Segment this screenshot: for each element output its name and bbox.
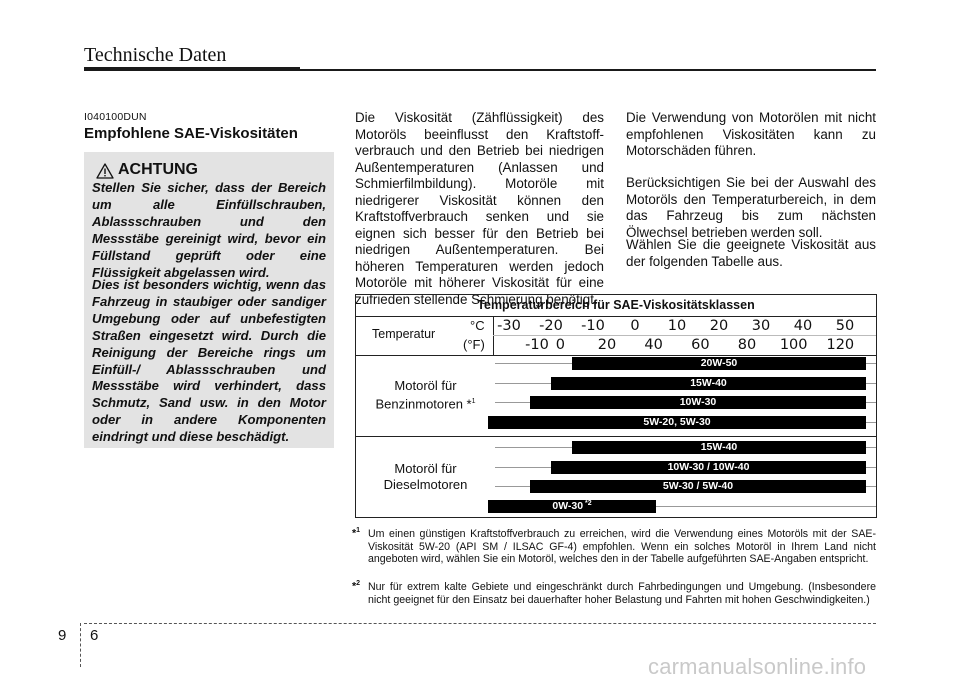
footnote-2: Nur für extrem kalte Gebiete und eingeschränkt durch Fahrbedingungen und Umgebung. (Insbesondere nicht geeignet für den Einsatz bei dauerhafter hoher Belastung und Fahrten mit hohen Geschwindigkeiten.)	[368, 581, 876, 606]
table-reference-note: Wählen Sie die geeignete Viskosität aus der folgenden Tabelle aus.	[626, 237, 876, 269]
table-scale-rule	[356, 355, 876, 356]
bottom-rule	[84, 623, 876, 624]
temperature-label: Temperatur	[372, 327, 436, 341]
celsius-tick: 50	[835, 318, 855, 334]
celsius-tick: 30	[751, 318, 771, 334]
fahrenheit-tick: 0	[555, 337, 565, 353]
warning-paragraph-1: Stellen Sie sicher, dass der Bereich um alle Einfüllschrauben, Ablassschrauben und den Messstäbe gereinigt wird, bevor ein Füllstand geprüft oder eine Flüssigkeit abgelassen wird.	[92, 180, 326, 280]
celsius-tick: -20	[539, 318, 563, 334]
warning-triangle-icon	[96, 163, 114, 179]
diesel-oil-bar-label: 5W-30 / 5W-40	[662, 480, 734, 492]
celsius-tick: 20	[709, 318, 729, 334]
petrol-oil-bar	[530, 396, 866, 409]
table-scale-divider	[493, 316, 494, 356]
header-rule	[84, 67, 300, 71]
viscosity-explanation: Die Viskosität (Zähflüssigkeit) des Motoröls beeinflusst den Kraftstoff-verbrauch und den Betrieb bei niedrigen Außentemperaturen (Anlassen und Schmierfilmbildung). Motoröle mit niedrigerer Viskosität können den Kraftstoffverbrauch senken und sie eignen sich besser für den Betrieb bei niedrigen Außentemperaturen. Bei höheren Temperaturen werden jedoch Motoröle mit höherer Viskosität für eine zufrieden stellende Schmierung benötigt.	[355, 110, 604, 307]
diesel-label-line2: Dieselmotoren	[383, 477, 468, 492]
fahrenheit-tick: 120	[826, 337, 855, 353]
warning-paragraph-2: Dies ist besonders wichtig, wenn das Fahrzeug in staubiger oder sandiger Umgebung oder auf unbefestigten Straßen eingesetzt wird. Durch die Reinigung der Bereiche rings um Einfüll-/ Ablassschrauben und Messstäbe wird verhindert, dass Schmutz, Sand usw. in den Motor oder in andere Komponenten eindringt und diese beschädigt.	[92, 277, 326, 445]
petrol-oil-bar-label: 15W-40	[690, 376, 727, 389]
diesel-oil-bar	[530, 480, 866, 493]
petrol-oil-bar-label: 20W-50	[700, 357, 738, 369]
diesel-oil-bar-label: 15W-40	[700, 441, 738, 453]
diesel-oil-bar	[572, 441, 866, 454]
diesel-oil-bar	[551, 461, 866, 474]
petrol-oil-bar	[488, 416, 866, 429]
petrol-engine-label	[357, 378, 494, 412]
petrol-label-line2: Benzinmotoren *	[375, 396, 472, 412]
table-header: Temperaturbereich für SAE-Viskositätsklassen	[477, 298, 755, 312]
table-header-rule	[356, 316, 876, 317]
celsius-tick: 0	[630, 318, 640, 334]
footnote-1: Um einen günstigen Kraftstoffverbrauch zu erreichen, wird die Verwendung eines Motoröls mit der SAE-Viskosität 5W-20 (API SM / ILSAC GF-4) empfohlen. Wenn ein solches Motoröl in Ihrem Land nicht angeboten wird, wählen Sie ein Motoröl, welches den in der Tabelle aufgeführten SAE-Angaben entspricht.	[368, 528, 876, 566]
diesel-oil-bar	[488, 500, 656, 513]
celsius-tick: -30	[497, 318, 521, 334]
fahrenheit-tick: 80	[737, 337, 757, 353]
footnote-1-mark: *$^1$	[352, 527, 361, 540]
diesel-engine-label	[357, 461, 494, 493]
page-header-title: Technische Daten	[84, 44, 227, 66]
petrol-oil-bar-label: 10W-30	[679, 396, 717, 408]
petrol-oil-bar-label: 5W-20, 5W-30	[643, 415, 711, 428]
fahrenheit-tick: 100	[779, 337, 808, 353]
fahrenheit-unit: (°F)	[463, 337, 485, 352]
diesel-label-line1: Motoröl für	[394, 461, 457, 476]
table-scale-mid-rule	[493, 335, 876, 336]
celsius-tick: 40	[793, 318, 813, 334]
petrol-label-line1: Motoröl für	[394, 378, 457, 393]
temperature-range-note: Berücksichtigen Sie bei der Auswahl des Motoröls den Temperaturbereich, in dem das Fahrzeug bis zum nächsten Ölwechsel betrieben werden soll.	[626, 175, 876, 240]
petrol-oil-bar	[551, 377, 866, 390]
page-number-page: 6	[90, 627, 99, 644]
footnote-2-mark: *$^2$	[352, 580, 361, 593]
diesel-oil-bar-label: 0W-30 $^{*2}$	[552, 499, 592, 512]
fahrenheit-tick: -10	[525, 337, 549, 353]
engine-damage-note: Die Verwendung von Motorölen mit nicht empfohlenen Viskositäten kann zu Motorschäden führen.	[626, 110, 876, 158]
celsius-unit: °C	[470, 318, 485, 333]
fahrenheit-tick: 60	[691, 337, 710, 353]
page-number-chapter: 9	[58, 627, 67, 644]
header-rule-thin	[300, 69, 876, 71]
watermark: carmanualsonline.info	[648, 654, 867, 679]
section-title: Empfohlene SAE-Viskositäten	[84, 125, 298, 142]
petrol-label-sup: 1	[471, 398, 476, 405]
celsius-tick: 10	[667, 318, 687, 334]
section-code: I040100DUN	[84, 111, 147, 123]
celsius-tick: -10	[581, 318, 605, 334]
diesel-oil-bar-label: 10W-30 / 10W-40	[667, 460, 750, 473]
page-number-divider	[80, 623, 81, 667]
fahrenheit-tick: 20	[597, 337, 617, 353]
petrol-oil-bar	[572, 357, 866, 370]
warning-title: ACHTUNG	[118, 161, 198, 178]
table-section-rule	[356, 436, 876, 437]
fahrenheit-tick: 40	[644, 337, 663, 353]
